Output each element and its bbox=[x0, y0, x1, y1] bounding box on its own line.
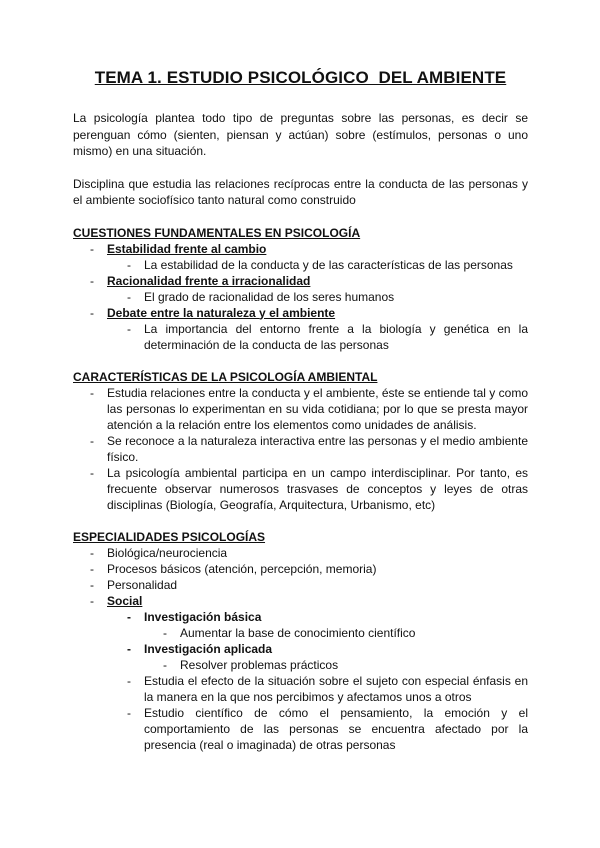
list-item bbox=[73, 273, 528, 289]
list-subitem-text: Estudio científico de cómo el pensamiento, la emoción y el comportamiento de las personas se encuentra afectado por la presencia (real o imaginada) de otras personas bbox=[144, 705, 528, 752]
list-subsubitem bbox=[73, 657, 528, 673]
list-subsubitem-text: Aumentar la base de conocimiento científico bbox=[180, 625, 416, 640]
list-item-label: Racionalidad frente a irracionalidad bbox=[107, 273, 311, 288]
dash-bullet: - bbox=[90, 593, 94, 608]
dash-bullet: - bbox=[127, 705, 131, 720]
dash-bullet: - bbox=[163, 657, 167, 672]
especialidades-list bbox=[73, 545, 528, 753]
dash-bullet: - bbox=[90, 273, 94, 288]
list-item-text: Se reconoce a la naturaleza interactiva entre las personas y el medio ambiente físico. bbox=[107, 433, 528, 464]
list-subitem bbox=[73, 673, 528, 705]
list-subsubitem-text: Resolver problemas prácticos bbox=[180, 657, 339, 672]
list-item-text: Biológica/neurociencia bbox=[107, 545, 228, 560]
dash-bullet: - bbox=[127, 257, 131, 272]
list-item bbox=[73, 593, 528, 609]
list-item-text: Estudia relaciones entre la conducta y el ambiente, éste se entiende tal y como las personas lo experimentan en su vida cotidiana; por lo que se presta mayor atención a la relación entre los elementos como unidades de análisis. bbox=[107, 385, 528, 432]
list-item bbox=[73, 305, 528, 321]
list-subitem-text: El grado de racionalidad de los seres humanos bbox=[144, 289, 395, 304]
list-item-text: Personalidad bbox=[107, 577, 178, 592]
list-subsubitem bbox=[73, 625, 528, 641]
list-item bbox=[73, 545, 528, 561]
list-item bbox=[73, 433, 528, 465]
list-subitem bbox=[73, 289, 528, 305]
section-title-caracteristicas: CARACTERÍSTICAS DE LA PSICOLOGÍA AMBIENTAL bbox=[73, 369, 378, 384]
list-subitem bbox=[73, 705, 528, 753]
dash-bullet: - bbox=[90, 385, 94, 400]
dash-bullet: - bbox=[163, 625, 167, 640]
dash-bullet: - bbox=[127, 321, 131, 336]
list-item bbox=[73, 385, 528, 433]
list-subitem bbox=[73, 257, 528, 273]
section-title-cuestiones: CUESTIONES FUNDAMENTALES EN PSICOLOGÍA bbox=[73, 225, 361, 240]
list-item bbox=[73, 577, 528, 593]
dash-bullet: - bbox=[90, 561, 94, 576]
cuestiones-list bbox=[73, 241, 528, 353]
list-subitem-text: Estudia el efecto de la situación sobre el sujeto con especial énfasis en la manera en la que nos percibimos y afectamos unos a otros bbox=[144, 673, 528, 704]
caracteristicas-list bbox=[73, 385, 528, 513]
page-title: TEMA 1. ESTUDIO PSICOLÓGICO DEL AMBIENTE bbox=[94, 68, 507, 87]
list-subitem-text: La importancia del entorno frente a la biología y genética en la determinación de la conducta de las personas bbox=[144, 321, 528, 352]
list-subitem-label: Investigación aplicada bbox=[144, 641, 273, 656]
dash-bullet: - bbox=[90, 241, 94, 256]
list-subitem-label: Investigación básica bbox=[144, 609, 262, 624]
intro-paragraph-1: La psicología plantea todo tipo de preguntas sobre las personas, es decir se perenguan cómo (sienten, piensan y actúan) sobre (estímulos, personas o uno mismo) en una situación. bbox=[73, 111, 528, 158]
dash-bullet: - bbox=[127, 673, 131, 688]
list-item-label: Debate entre la naturaleza y el ambiente bbox=[107, 305, 336, 320]
section-title-especialidades: ESPECIALIDADES PSICOLOGÍAS bbox=[73, 529, 266, 544]
dash-bullet: - bbox=[90, 577, 94, 592]
dash-bullet: - bbox=[90, 545, 94, 560]
list-item bbox=[73, 561, 528, 577]
list-item-label: Social bbox=[107, 593, 143, 608]
list-subitem bbox=[73, 321, 528, 353]
list-item bbox=[73, 465, 528, 513]
dash-bullet: - bbox=[127, 641, 131, 656]
list-item-label: Estabilidad frente al cambio bbox=[107, 241, 267, 256]
list-subitem-text: La estabilidad de la conducta y de las características de las personas bbox=[144, 257, 513, 272]
dash-bullet: - bbox=[127, 609, 131, 624]
dash-bullet: - bbox=[90, 305, 94, 320]
list-item bbox=[73, 241, 528, 257]
list-subitem bbox=[73, 609, 528, 625]
dash-bullet: - bbox=[127, 289, 131, 304]
dash-bullet: - bbox=[90, 465, 94, 480]
intro-paragraph-2: Disciplina que estudia las relaciones recíprocas entre la conducta de las personas y el ambiente sociofísico tanto natural como construido bbox=[73, 176, 528, 207]
list-item-text: La psicología ambiental participa en un campo interdisciplinar. Por tanto, es frecuente observar numerosos trasvases de conceptos y leyes de otras disciplinas (Biología, Geografía, Arquitectura, Urbanismo, etc) bbox=[107, 465, 528, 512]
list-item-text: Procesos básicos (atención, percepción, memoria) bbox=[107, 561, 377, 576]
dash-bullet: - bbox=[90, 433, 94, 448]
list-subitem bbox=[73, 641, 528, 657]
